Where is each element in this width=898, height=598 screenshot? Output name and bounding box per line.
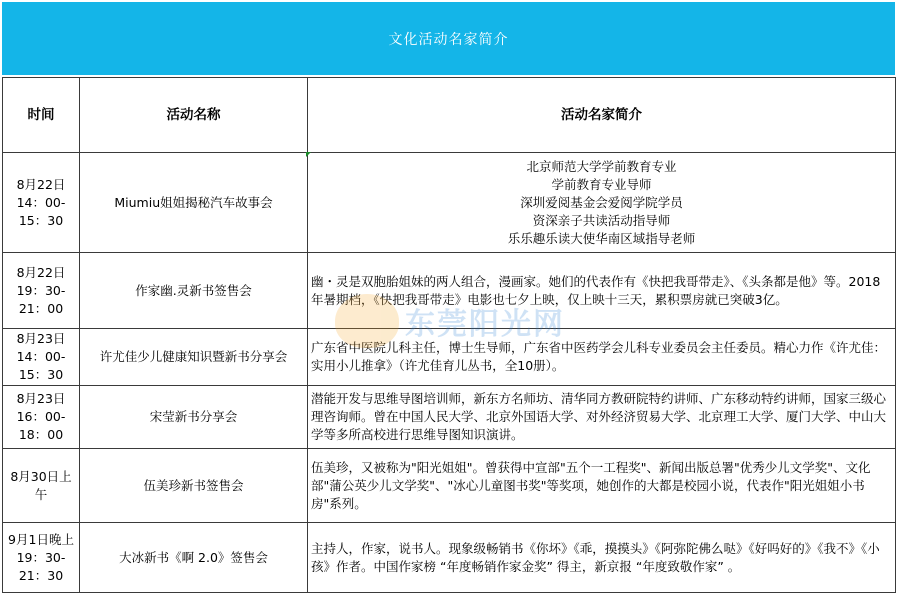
row-event: Miumiu姐姐揭秘汽车故事会	[80, 153, 308, 253]
intro-line: 北京师范大学学前教育专业	[526, 158, 677, 174]
intro-line: 学前教育专业导师	[551, 176, 652, 192]
row-time: 8月23日14：00-15：30	[3, 329, 80, 386]
row-event: 作家幽.灵新书签售会	[80, 253, 308, 329]
table-row	[3, 386, 896, 449]
row-intro: 潜能开发与思维导图培训师，新东方名师坊、清华同方教研院特约讲师、广东移动特约讲师，国家三级心理咨询师。曾在中国人民大学、北京外国语大学、对外经济贸易大学、北京理工大学、厦门大学、中山大学等多所高校进行思维导图知识演讲。	[308, 386, 896, 449]
header-event: 活动名称	[80, 78, 308, 153]
header-intro: 活动名家简介	[308, 78, 896, 153]
table-row	[3, 329, 896, 386]
intro-line: 深圳爱阅基金会爱阅学院学员	[520, 194, 683, 210]
row-time: 8月23日16：00-18：00	[3, 386, 80, 449]
row-event: 宋莹新书分享会	[80, 386, 308, 449]
watermark-text: 东莞阳光网	[405, 307, 565, 342]
row-intro	[308, 153, 896, 253]
page-title: 文化活动名家简介	[2, 2, 895, 75]
row-time: 8月22日14：00-15：30	[3, 153, 80, 253]
table-row	[3, 253, 896, 329]
table-row	[3, 523, 896, 593]
row-intro: 幽・灵是双胞胎姐妹的两人组合，漫画家。她们的代表作有《快把我哥带走》、《头条都是他》等。2018年暑期档，《快把我哥带走》电影也七夕上映，仅上映十三天，累积票房就已突破3亿。	[308, 253, 896, 329]
cell-comment-marker	[306, 152, 311, 157]
header-time: 时间	[3, 78, 80, 153]
row-time: 8月22日19：30-21：00	[3, 253, 80, 329]
table-header-row	[3, 78, 896, 153]
row-intro: 主持人，作家，说书人。现象级畅销书《你坏》《乖，摸摸头》《阿弥陀佛么哒》《好吗好的》《我不》《小孩》作者。中国作家榜 “年度畅销作家金奖” 得主，新京报 “年度致敬作家” 。	[308, 523, 896, 593]
table-row	[3, 449, 896, 523]
row-time: 9月1日晚上19：30-21：30	[3, 523, 80, 593]
row-event: 大冰新书《啊 2.0》签售会	[80, 523, 308, 593]
row-intro: 广东省中医院儿科主任，博士生导师，广东省中医药学会儿科专业委员会主任委员。精心力作《许尤佳：实用小儿推拿》（许尤佳育儿丛书，全10册）。	[308, 329, 896, 386]
intro-line: 资深亲子共读活动指导师	[532, 212, 671, 228]
table-row	[3, 153, 896, 253]
intro-line: 乐乐趣乐读大使华南区域指导老师	[507, 230, 696, 246]
events-table	[2, 77, 896, 593]
row-event: 许尤佳少儿健康知识暨新书分享会	[80, 329, 308, 386]
row-event: 伍美珍新书签售会	[80, 449, 308, 523]
row-intro: 伍美珍，又被称为"阳光姐姐"。曾获得中宣部"五个一工程奖"、新闻出版总署"优秀少儿文学奖"、文化部"蒲公英少儿文学奖"、"冰心儿童图书奖"等奖项，她创作的大都是校园小说，代表作"阳光姐姐小书房"系列。	[308, 449, 896, 523]
row-time: 8月30日上午	[3, 449, 80, 523]
